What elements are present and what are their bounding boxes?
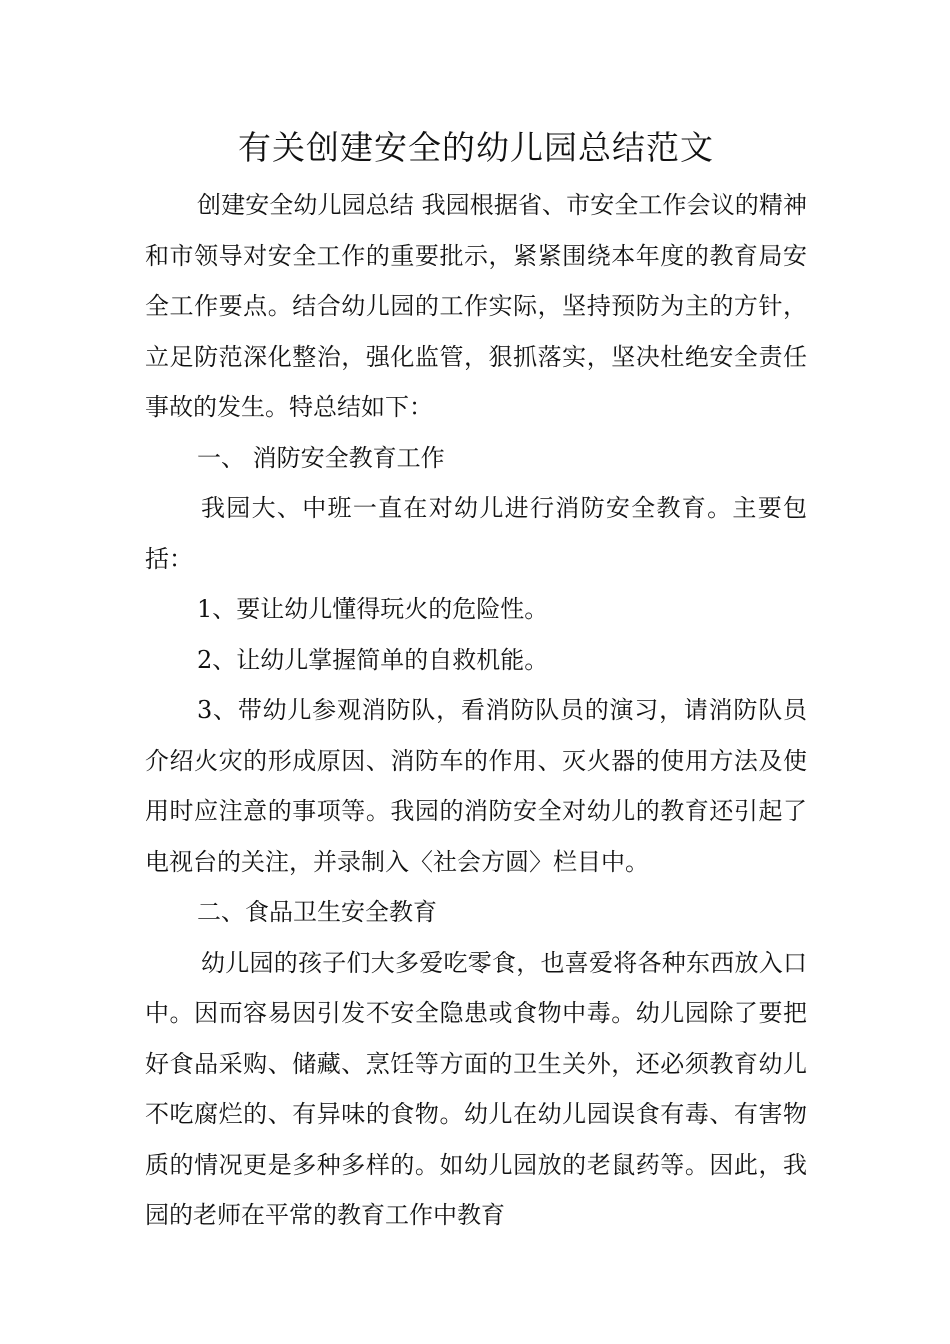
section-heading-fire-safety: 一、 消防安全教育工作 [197,443,445,472]
list-item: 3、带幼儿参观消防队，看消防队员的演习，请消防队员介绍火灾的形成原因、消防车的作用、灭火器的使用方法及使用时应注意的事项等。我园的消防安全对幼儿的教育还引起了电视台的关注，并录制入〈社会方圆〉栏目中。 [145,696,807,876]
fire-safety-paragraph: 我园大、中班一直在对幼儿进行消防安全教育。主要包括： [145,494,807,573]
section-heading-food-safety: 二、食品卫生安全教育 [197,898,437,926]
food-safety-paragraph: 幼儿园的孩子们大多爱吃零食，也喜爱将各种东西放入口中。因而容易因引发不安全隐患或食物中毒。幼儿园除了要把好食品采购、储藏、烹饪等方面的卫生关外，还必须教育幼儿不吃腐烂的、有异味的食物。幼儿在幼儿园误食有毒、有害物质的情况更是多种多样的。如幼儿园放的老鼠药等。因此，我园的老师在平常的教育工作中教育 [145,948,807,1229]
intro-paragraph: 创建安全幼儿园总结 我园根据省、市安全工作会议的精神和市领导对安全工作的重要批示，紧紧围绕本年度的教育局安全工作要点。结合幼儿园的工作实际，坚持预防为主的方针，立足防范深化整治，强化监管，狠抓落实，坚决杜绝安全责任事故的发生。特总结如下： [145,191,807,421]
document-body [145,122,807,1241]
document-title: 有关创建安全的幼儿园总结范文 [238,128,714,167]
list-item: 2、让幼儿掌握简单的自救机能。 [197,645,549,674]
list-item: 1、要让幼儿懂得玩火的危险性。 [197,595,549,623]
